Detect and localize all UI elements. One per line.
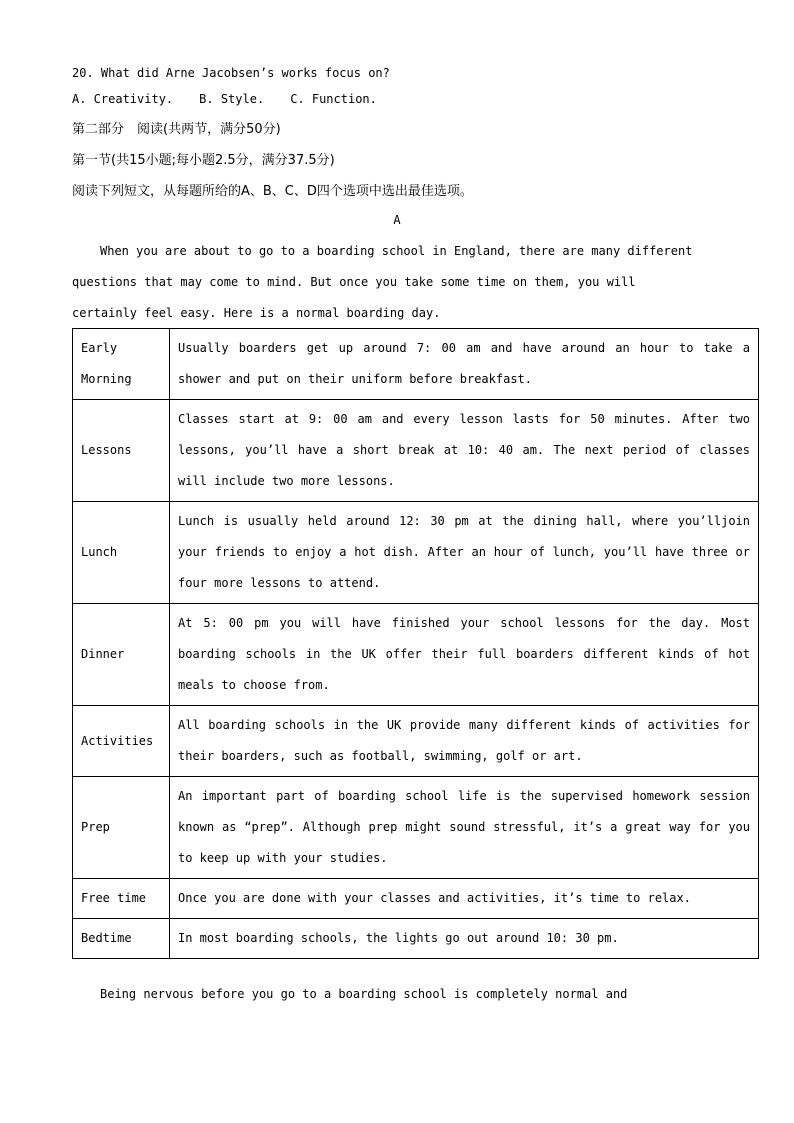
table-row (73, 706, 759, 777)
passage-closing-text: Being nervous before you go to a boarding school is completely normal and (100, 987, 628, 1001)
row-description: Classes start at 9: 00 am and every lesson lasts for 50 minutes. After two lessons, you’ll have a short break at 10: 40 am. The next period of classes will include two more lessons. (170, 400, 759, 502)
row-description: Usually boarders get up around 7: 00 am and have around an hour to take a shower and put on their uniform before breakfast. (170, 329, 759, 400)
table-row (73, 777, 759, 879)
table-row (73, 502, 759, 604)
option-c: C. Function. (290, 92, 377, 106)
question-20-text: 20. What did Arne Jacobsen’s works focus on? (72, 66, 390, 80)
option-a: A. Creativity. (72, 92, 174, 106)
row-description: Lunch is usually held around 12: 30 pm at the dining hall, where you’lljoin your friends to enjoy a hot dish. After an hour of lunch, you’ll have three or four more lessons to attend. (170, 502, 759, 604)
row-description: All boarding schools in the UK provide many different kinds of activities for their boarders, such as football, swimming, golf or art. (170, 706, 759, 777)
instruction-text: 阅读下列短文，从每题所给的A、B、C、D四个选项中选出最佳选项。 (72, 184, 473, 199)
row-description: At 5: 00 pm you will have finished your school lessons for the day. Most boarding schools in the UK offer their full boarders different kinds of hot meals to choose from. (170, 604, 759, 706)
table-row (73, 919, 759, 959)
table-row (73, 329, 759, 400)
row-time-label: Free time (73, 879, 170, 919)
part-title: 第二部分 阅读(共两节，满分50分) (72, 122, 281, 137)
row-description: An important part of boarding school life is the supervised homework session known as “prep”. Although prep might sound stressful, it’s a great way for you to keep up with your studies. (170, 777, 759, 879)
option-b: B. Style. (199, 92, 265, 106)
row-time-label: Lessons (73, 400, 170, 502)
row-description: In most boarding schools, the lights go out around 10: 30 pm. (170, 919, 759, 959)
question-20-options (72, 92, 403, 106)
row-time-label: Dinner (73, 604, 170, 706)
row-time-label: Lunch (73, 502, 170, 604)
row-description: Once you are done with your classes and activities, it’s time to relax. (170, 879, 759, 919)
subsection-title: 第一节(共15小题;每小题2.5分，满分37.5分) (72, 153, 335, 168)
row-time-label: Activities (73, 706, 170, 777)
boarding-schedule-table (72, 328, 759, 959)
table-row (73, 879, 759, 919)
passage-intro: When you are about to go to a boarding school in England, there are many different questions that may come to mind. But once you take some time on them, you will certainly feel easy. Here is a normal boarding day. (72, 244, 693, 320)
row-time-label: Early Morning (73, 329, 170, 400)
table-row (73, 400, 759, 502)
row-time-label: Bedtime (73, 919, 170, 959)
passage-letter: A (393, 213, 401, 227)
row-time-label: Prep (73, 777, 170, 879)
table-row (73, 604, 759, 706)
